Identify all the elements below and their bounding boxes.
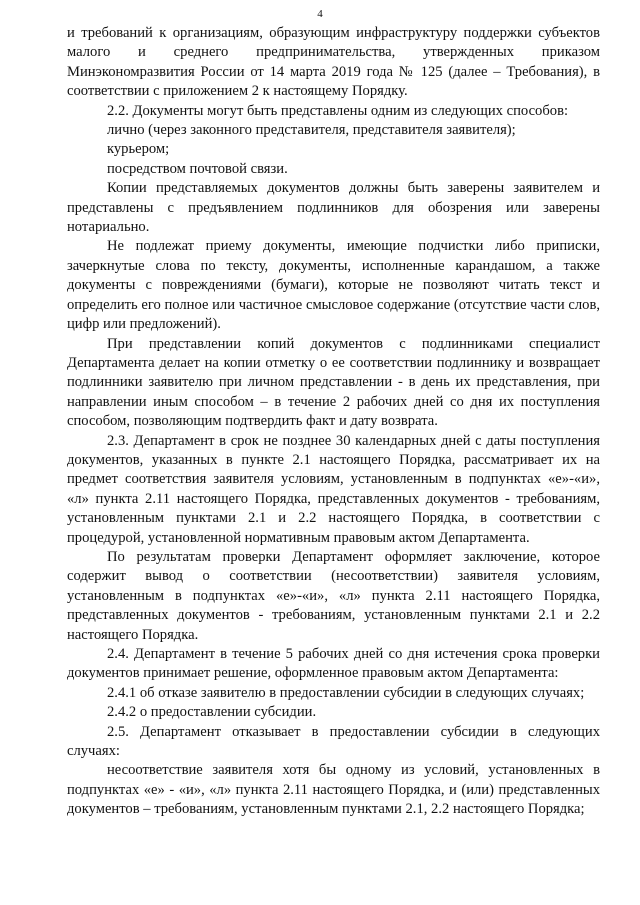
paragraph-conclusion: По результатам проверки Департамент оформляет заключение, которое содержит вывод о соответствии (несоответствии) заявителя условиям, установленным в подпунктах «е»-«и», «л» пункта 2.11 настоящего Порядка, представленных документов - требованиям, установленным пунктами 2.1 и 2.2 настоящего Порядка. (67, 548, 600, 643)
paragraph-refusal-1: несоответствие заявителя хотя бы одному из условий, установленных в подпунктах «е» - «и», «л» пункта 2.11 настоящего Порядка, и (или) представленных документов – требованиям, установленным пунктами 2.1, 2.2 настоящего Порядка; (67, 762, 600, 818)
method-courier: курьером; (107, 141, 170, 158)
paragraph-2-2: 2.2. Документы могут быть представлены одним из следующих способов: (107, 102, 569, 119)
paragraph-continuation: и требований к организациям, образующим инфраструктуру поддержки субъектов малого и среднего предпринимательства, утвержденных приказом Минэкономразвития России от 14 марта 2019 года № 125 (далее – Требования), в соответствии с приложением 2 к настоящему Порядку. (67, 25, 600, 100)
method-post: посредством почтовой связи. (107, 160, 288, 177)
paragraph-not-accepted: Не подлежат приему документы, имеющие подчистки либо приписки, зачеркнутые слова по тексту, документы, исполненные карандашом, а также документы с повреждениями (бумаги), которые не позволяют читать текст и определить его полное или частичное смысловое содержание (отсутствие части слов, цифр или предложений). (67, 238, 600, 333)
document-body (67, 24, 600, 820)
paragraph-2-4-1: 2.4.1 об отказе заявителю в предоставлении субсидии в следующих случаях; (107, 684, 585, 701)
paragraph-2-3: 2.3. Департамент в срок не позднее 30 календарных дней с даты поступления документов, указанных в пункте 2.1 настоящего Порядка, рассматривает их на предмет соответствия заявителя условиям, установленным в подпунктах «е»-«и», «л» пункта 2.11 настоящего Порядка, представленных документов - требованиям, установленным пунктами 2.1 и 2.2 настоящего Порядка, в соответствии с процедурой, установленной нормативным правовым актом Департамента. (67, 432, 600, 546)
paragraph-2-5: 2.5. Департамент отказывает в предоставлении субсидии в следующих случаях: (67, 723, 600, 760)
method-personal: лично (через законного представителя, представителя заявителя); (107, 122, 516, 139)
paragraph-copies: Копии представляемых документов должны быть заверены заявителем и представлены с предъявлением подлинников для обозрения или заверены нотариально. (67, 180, 600, 236)
paragraph-originals: При представлении копий документов с подлинниками специалист Департамента делает на копии отметку о ее соответствии подлиннику и возвращает подлинники заявителю при личном представлении - в день их представления, при направлении иным способом – в течение 2 рабочих дней со дня их поступления способом, позволяющим подтвердить факт и дату возврата. (67, 335, 600, 430)
page-number: 4 (317, 8, 323, 20)
paragraph-2-4: 2.4. Департамент в течение 5 рабочих дней со дня истечения срока проверки документов принимает решение, оформленное правовым актом Департамента: (67, 646, 600, 682)
paragraph-2-4-2: 2.4.2 о предоставлении субсидии. (107, 704, 317, 721)
